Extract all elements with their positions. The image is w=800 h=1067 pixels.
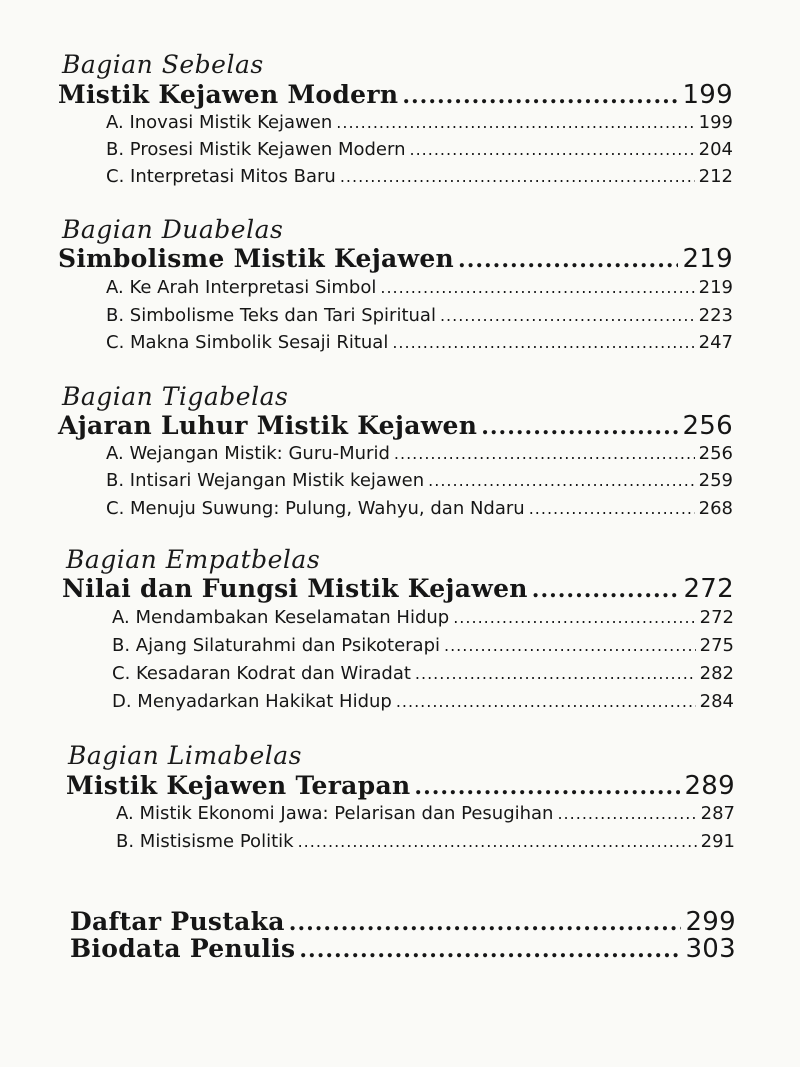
section-title: A. Inovasi Mistik Kejawen [106, 112, 333, 133]
page-number: 272 [683, 574, 734, 604]
page-number: 282 [699, 663, 734, 684]
leader-dots [529, 499, 695, 518]
leader-dots [414, 774, 680, 800]
section-title: B. Prosesi Mistik Kejawen Modern [106, 139, 406, 160]
section-entry[interactable] [106, 139, 733, 160]
section-entry[interactable] [106, 277, 733, 298]
leader-dots [410, 140, 695, 159]
leader-dots [415, 664, 696, 683]
part-label: Bagian Sebelas [62, 50, 264, 79]
part-label: Bagian Tigabelas [62, 382, 289, 411]
page-number: 289 [684, 771, 735, 801]
page-number: 199 [682, 80, 733, 110]
page-number: 219 [698, 277, 733, 298]
section-title: A. Mendambakan Keselamatan Hidup [112, 607, 450, 628]
leader-dots [428, 471, 694, 490]
section-entry[interactable] [106, 498, 733, 519]
leader-dots [481, 414, 678, 440]
page-number: 299 [685, 907, 736, 937]
page-number: 256 [682, 411, 733, 441]
page-number: 275 [699, 635, 734, 656]
section-entry[interactable] [106, 166, 733, 187]
page-number: 223 [698, 305, 733, 326]
page-number: 247 [698, 332, 733, 353]
part-label: Bagian Empatbelas [66, 545, 321, 574]
section-title: B. Ajang Silaturahmi dan Psikoterapi [112, 635, 440, 656]
section-title: C. Makna Simbolik Sesaji Ritual [106, 332, 389, 353]
section-title: A. Ke Arah Interpretasi Simbol [106, 277, 377, 298]
leader-dots [289, 910, 682, 936]
section-entry[interactable] [112, 691, 734, 712]
page-number: 287 [700, 803, 735, 824]
back-matter-entry[interactable] [70, 934, 736, 964]
section-entry[interactable] [112, 635, 734, 656]
chapter-entry[interactable] [58, 411, 733, 441]
section-title: A. Wejangan Mistik: Guru-Murid [106, 443, 390, 464]
section-entry[interactable] [106, 332, 733, 353]
leader-dots [453, 608, 695, 627]
section-title: C. Menuju Suwung: Pulung, Wahyu, dan Ndaru [106, 498, 525, 519]
chapter-entry[interactable] [66, 771, 735, 801]
chapter-entry[interactable] [58, 244, 733, 274]
leader-dots [532, 577, 680, 603]
page-number: 212 [698, 166, 733, 187]
page-number: 284 [699, 691, 734, 712]
leader-dots [440, 306, 695, 325]
section-title: B. Mistisisme Politik [116, 831, 294, 852]
leader-dots [396, 692, 696, 711]
page-number: 199 [698, 112, 733, 133]
section-entry[interactable] [116, 831, 735, 852]
section-title: C. Interpretasi Mitos Baru [106, 166, 336, 187]
page-number: 268 [698, 498, 733, 519]
back-matter-title: Biodata Penulis [70, 934, 296, 963]
page-number: 256 [698, 443, 733, 464]
back-matter-entry[interactable] [70, 907, 736, 937]
leader-dots [340, 167, 695, 186]
chapter-title: Ajaran Luhur Mistik Kejawen [58, 411, 478, 440]
page-number: 303 [685, 934, 736, 964]
section-title: B. Intisari Wejangan Mistik kejawen [106, 470, 425, 491]
section-title: B. Simbolisme Teks dan Tari Spiritual [106, 305, 436, 326]
part-label: Bagian Duabelas [62, 215, 284, 244]
leader-dots [392, 333, 694, 352]
leader-dots [458, 247, 678, 273]
leader-dots [298, 832, 697, 851]
leader-dots [299, 937, 681, 963]
section-entry[interactable] [116, 803, 735, 824]
leader-dots [557, 804, 696, 823]
section-title: A. Mistik Ekonomi Jawa: Pelarisan dan Pesugihan [116, 803, 554, 824]
section-entry[interactable] [106, 112, 733, 133]
leader-dots [402, 83, 678, 109]
section-entry[interactable] [106, 470, 733, 491]
chapter-entry[interactable] [62, 574, 734, 604]
back-matter-title: Daftar Pustaka [70, 907, 285, 936]
page-number: 204 [698, 139, 733, 160]
section-entry[interactable] [112, 663, 734, 684]
chapter-entry[interactable] [58, 80, 733, 110]
page-number: 219 [682, 244, 733, 274]
leader-dots [380, 278, 694, 297]
page-number: 272 [699, 607, 734, 628]
leader-dots [336, 113, 694, 132]
section-entry[interactable] [106, 305, 733, 326]
section-entry[interactable] [112, 607, 734, 628]
part-label: Bagian Limabelas [68, 741, 302, 770]
leader-dots [394, 444, 695, 463]
page-number: 259 [698, 470, 733, 491]
section-title: C. Kesadaran Kodrat dan Wiradat [112, 663, 411, 684]
page-number: 291 [700, 831, 735, 852]
chapter-title: Mistik Kejawen Terapan [66, 771, 411, 800]
section-title: D. Menyadarkan Hakikat Hidup [112, 691, 392, 712]
chapter-title: Mistik Kejawen Modern [58, 80, 399, 109]
section-entry[interactable] [106, 443, 733, 464]
leader-dots [444, 636, 696, 655]
chapter-title: Simbolisme Mistik Kejawen [58, 244, 455, 273]
chapter-title: Nilai dan Fungsi Mistik Kejawen [62, 574, 528, 603]
